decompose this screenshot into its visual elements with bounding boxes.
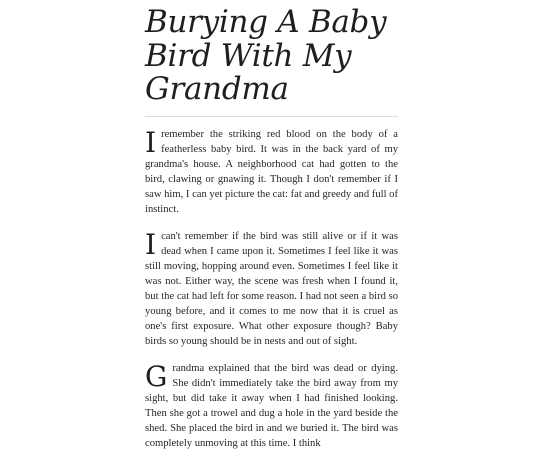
drop-cap: G — [145, 359, 168, 393]
article-title: Burying A Baby Bird With My Grandma — [145, 4, 387, 107]
title-divider — [145, 116, 398, 117]
paragraph-text: randma explained that the bird was dead or dying. She didn't immediately take the bird away from my sight, but did take it away when I had finished looking. Then she got a trowel and dug a hole in the yard beside the shed. She placed the bird in and we buried it. The bird was completely unmoving at this time. I think — [145, 362, 398, 449]
drop-cap: I — [145, 227, 157, 261]
paragraph-text: remember the striking red blood on the body of a featherless baby bird. It was in the back yard of my grandma's house. A neighborhood cat had gotten to the bird, clawing or gnawing it. Though I don't remember if I saw him, I can yet picture the cat: fat and greedy and full of instinct. — [145, 128, 398, 215]
paragraph-text: can't remember if the bird was still alive or if it was dead when I came upon it. Sometimes I feel like it was still moving, hopping around even. Sometimes I feel like it was not. Either way, the scene was fresh when I found it, but the cat had left for some reason. I had not seen a bird so young before, and it comes to me now that it is cruel as one's first exposure. What other exposure though? Baby birds so young should be in nests and out of sight. — [145, 230, 398, 347]
article-paragraph-2 — [145, 229, 398, 349]
article — [145, 6, 398, 463]
drop-cap: I — [145, 125, 157, 159]
article-paragraph-1 — [145, 127, 398, 217]
article-paragraph-3 — [145, 361, 398, 451]
